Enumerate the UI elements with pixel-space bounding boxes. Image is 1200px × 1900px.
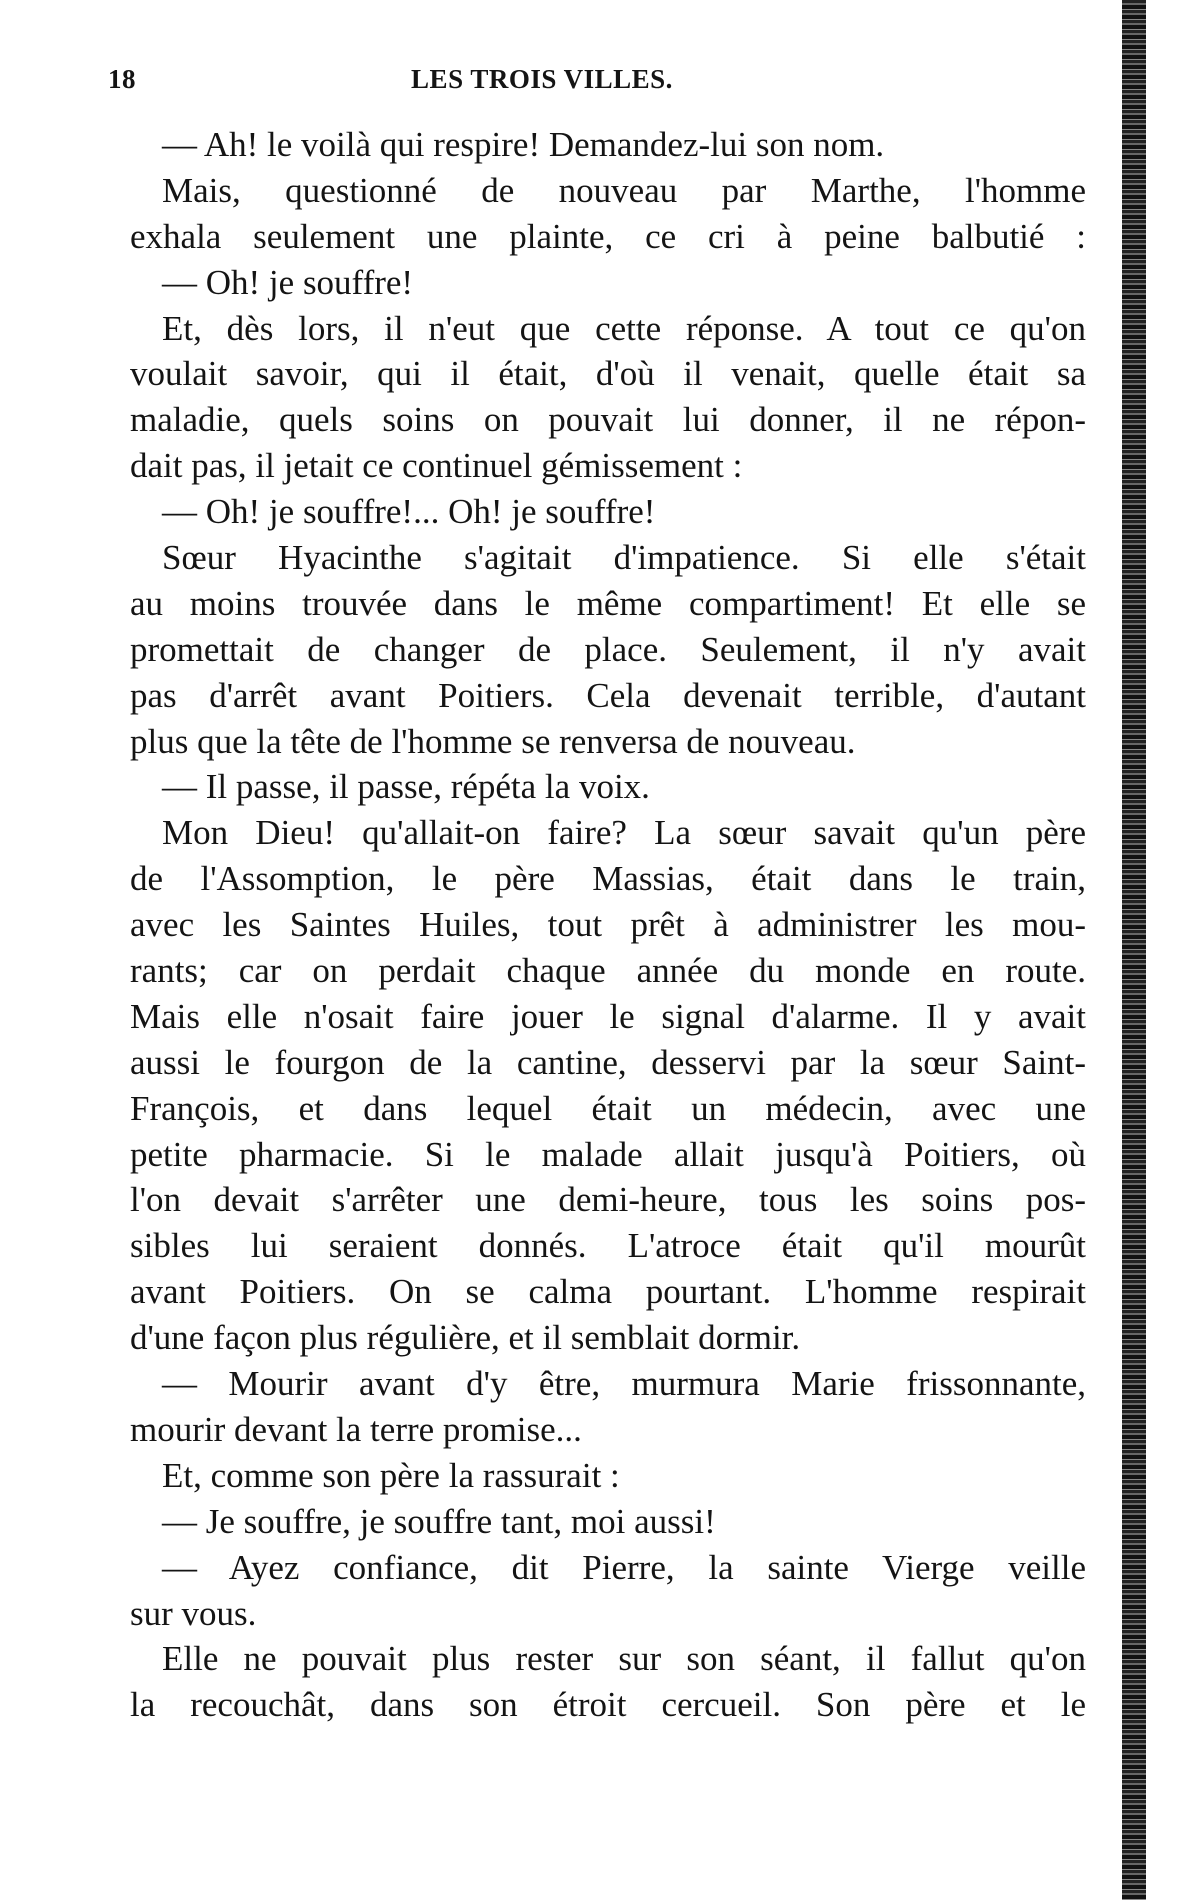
text-line: Mais, questionné de nouveau par Marthe, l'homme — [162, 170, 1086, 210]
text-line: — Oh! je souffre! — [162, 262, 414, 302]
text-line: — Oh! je souffre!... Oh! je souffre! — [162, 492, 656, 532]
text-line: dait pas, il jetait ce continuel gémissement : — [130, 446, 743, 486]
text-line: de l'Assomption, le père Massias, était dans le train, — [130, 859, 1086, 899]
text-line: aussi le fourgon de la cantine, desservi par la sœur Saint- — [130, 1042, 1086, 1082]
text-line: l'on devait s'arrêter une demi-heure, tous les soins pos- — [130, 1180, 1086, 1220]
scan-edge — [1122, 0, 1146, 1900]
text-line: Sœur Hyacinthe s'agitait d'impatience. Si elle s'était — [162, 538, 1086, 578]
text-line: — Ah! le voilà qui respire! Demandez-lui son nom. — [162, 125, 885, 164]
running-title: LES TROIS VILLES. — [411, 64, 673, 94]
text-line: plus que la tête de l'homme se renversa de nouveau. — [130, 721, 856, 761]
text-line: Elle ne pouvait plus rester sur son séant, il fallut qu'on — [162, 1639, 1086, 1679]
text-line: Et, comme son père la rassurait : — [162, 1455, 620, 1495]
text-line: petite pharmacie. Si le malade allait jusqu'à Poitiers, où — [130, 1134, 1086, 1174]
text-line: promettait de changer de place. Seulement, il n'y avait — [130, 629, 1086, 669]
text-line: sibles lui seraient donnés. L'atroce était qu'il mourût — [130, 1226, 1086, 1266]
text-line: avant Poitiers. On se calma pourtant. L'homme respirait — [130, 1272, 1086, 1312]
text-line: la recouchât, dans son étroit cercueil. Son père et le — [130, 1685, 1086, 1725]
page-number: 18 — [108, 64, 136, 94]
text-line: au moins trouvée dans le même compartiment! Et elle se — [130, 583, 1086, 623]
text-line: rants; car on perdait chaque année du monde en route. — [130, 951, 1086, 991]
text-line: pas d'arrêt avant Poitiers. Cela devenait terrible, d'autant — [130, 675, 1086, 715]
text-line: François, et dans lequel était un médecin, avec une — [130, 1088, 1086, 1128]
text-line: — Ayez confiance, dit Pierre, la sainte Vierge veille — [162, 1547, 1086, 1587]
text-line: Et, dès lors, il n'eut que cette réponse. A tout ce qu'on — [162, 308, 1086, 348]
text-line: d'une façon plus régulière, et il semblait dormir. — [130, 1318, 801, 1358]
text-line: — Je souffre, je souffre tant, moi aussi! — [162, 1501, 716, 1541]
text-line: — Mourir avant d'y être, murmura Marie frissonnante, — [162, 1364, 1086, 1404]
text-line: sur vous. — [130, 1593, 257, 1633]
text-line: Mon Dieu! qu'allait-on faire? La sœur savait qu'un père — [162, 813, 1086, 853]
text-line: mourir devant la terre promise... — [130, 1409, 582, 1449]
page-margin — [1146, 0, 1200, 1900]
body-text — [130, 122, 1086, 1728]
text-line: voulait savoir, qui il était, d'où il venait, quelle était sa — [130, 354, 1086, 394]
text-line: exhala seulement une plainte, ce cri à peine balbutié : — [130, 216, 1086, 256]
text-line: maladie, quels soins on pouvait lui donner, il ne répon- — [130, 400, 1086, 440]
text-line: avec les Saintes Huiles, tout prêt à administrer les mou- — [130, 905, 1086, 945]
text-line: — Il passe, il passe, répéta la voix. — [162, 767, 650, 807]
text-line: Mais elle n'osait faire jouer le signal d'alarme. Il y avait — [130, 996, 1086, 1036]
